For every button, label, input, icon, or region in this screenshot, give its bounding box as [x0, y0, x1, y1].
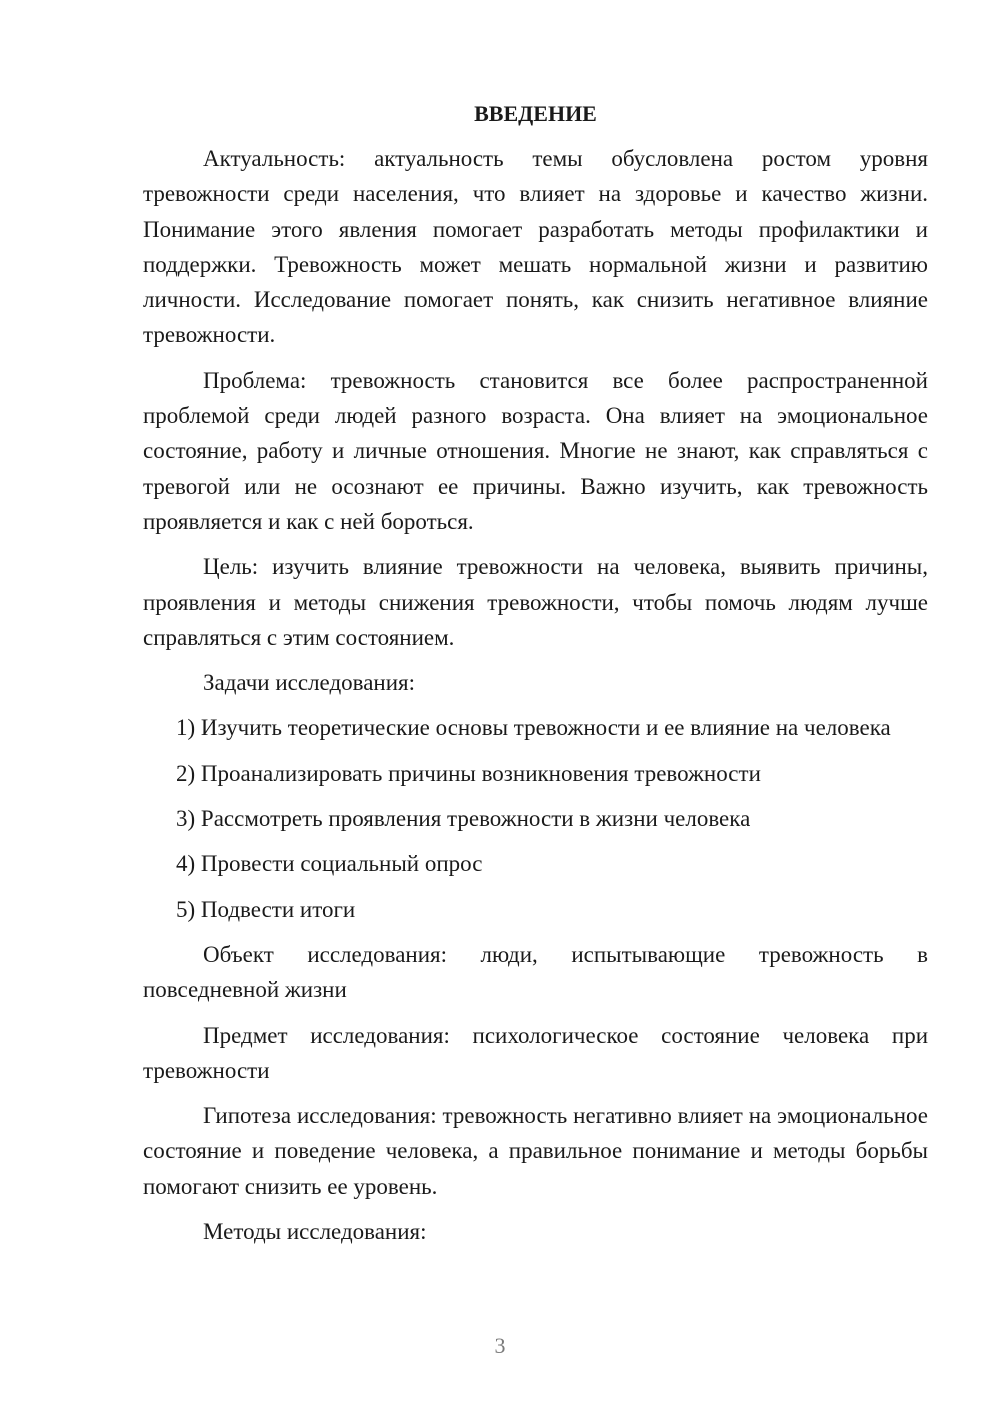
- page-title: ВВЕДЕНИЕ: [474, 101, 597, 126]
- list-item: 2) Проанализировать причины возникновения тревожности: [176, 760, 761, 786]
- page-number: 3: [494, 1333, 506, 1358]
- list-item: 3) Рассмотреть проявления тревожности в жизни человека: [176, 806, 751, 832]
- tasks-heading: Задачи исследования:: [203, 670, 416, 696]
- paragraph-goal: Цель: изучить влияние тревожности на человека, выявить причины, проявления и методы снижения тревожности, чтобы помочь людям лучше справляться с этим состоянием.: [143, 554, 928, 650]
- document-body: [143, 96, 928, 1259]
- paragraph-subject: Предмет исследования: психологическое состояние человека при тревожности: [143, 1022, 928, 1083]
- paragraph-problem: Проблема: тревожность становится все более распространенной проблемой среди людей разного возраста. Она влияет на эмоциональное состояние, работу и личные отношения. Многие не знают, как справляться с тревогой или не осознают ее причины. Важно изучить, как тревожность проявляется и как с ней бороться.: [143, 367, 928, 534]
- paragraph-relevance: Актуальность: актуальность темы обусловлена ростом уровня тревожности среди населения, что влияет на здоровье и качество жизни. Понимание этого явления помогает разработать методы профилактики и поддержки. Тревожность может мешать нормальной жизни и развитию личности. Исследование помогает понять, как снизить негативное влияние тревожности.: [143, 146, 928, 348]
- list-item: 5) Подвести итоги: [176, 896, 356, 922]
- paragraph-hypothesis: Гипотеза исследования: тревожность негативно влияет на эмоциональное состояние и поведение человека, а правильное понимание и методы борьбы помогают снизить ее уровень.: [143, 1103, 928, 1199]
- list-item: 1) Изучить теоретические основы тревожности и ее влияние на человека: [176, 715, 891, 741]
- tasks-list: [143, 710, 928, 926]
- paragraph-object: Объект исследования: люди, испытывающие тревожность в повседневной жизни: [143, 941, 928, 1003]
- methods-heading: Методы исследования:: [203, 1219, 427, 1245]
- list-item: 4) Провести социальный опрос: [176, 851, 483, 877]
